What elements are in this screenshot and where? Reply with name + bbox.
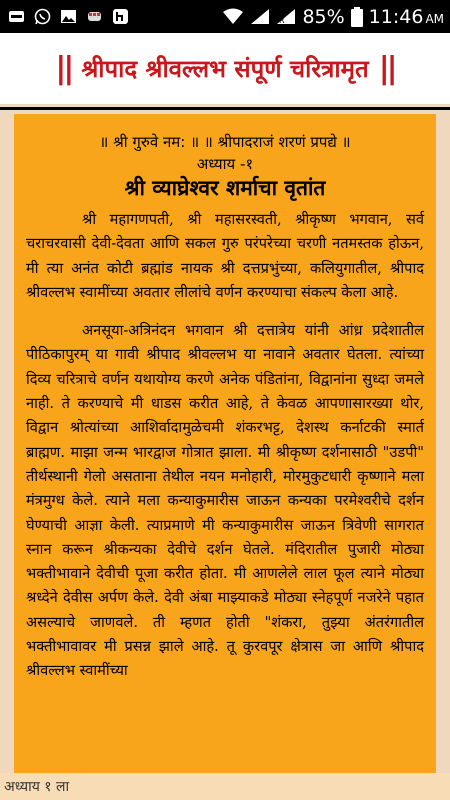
app-title-bar: [0, 33, 450, 107]
signal-icon: [250, 8, 270, 25]
footer-chapter-label: अध्याय १ ला: [4, 779, 70, 795]
chapter-title: श्री व्याघ्रेश्वर शर्माचा वृतांत: [124, 176, 326, 200]
nate-icon: [8, 8, 25, 25]
clock: [369, 6, 444, 28]
chapter-reader[interactable]: [0, 110, 450, 773]
battery-icon: [351, 8, 363, 25]
wifi-icon: [222, 8, 244, 25]
battery-percent: 85%: [302, 5, 345, 28]
fist-icon: [86, 8, 103, 25]
chapter-paragraph: अनसूया-अत्रिनंदन भगवान श्री दत्तात्रेय यांनी आंध्र प्रदेशातील पीठिकापुरम् या गावी श्रीपाद श्रीवल्लभ या नावाने अवतार घेतला. त्यांच्या दिव्य चरित्राचे वर्णन यथायोग्य करणे अनेक पंडितांना, विद्वानांना सुध्दा जमले नाही. ते करण्याचे मी धाडस करीत आहे, ते केवळ आपणासारख्या थोर, विद्वान श्रोत्यांच्या आशिर्वादामुळेचमी शंकरभट्ट, देशस्थ कर्नाटकी स्मार्त ब्राह्मण. माझा जन्म भारद्वाज गोत्रात झाला. मी श्रीकृष्ण दर्शनासाठी "उडपी" तीर्थस्थानी गेलो असताना तेथील नयन मनोहारी, मोरमुकुटधारी कृष्णाने मला मंत्रमुग्ध केले. त्याने मला कन्याकुमारीस जाऊन कन्यका परमेश्वरीचे दर्शन घेण्याची आज्ञा केली. त्याप्रमाणे मी कन्याकुमारीस जाऊन त्रिवेणी सागरात स्नान करून श्रीकन्यका देवीचे दर्शन घेतले. मंदिरातील पुजारी मोठ्या भक्तीभावाने देवीची पूजा करीत होता. मी आणलेले लाल फूल त्याने मोठ्या श्रध्देने देवीस अर्पण केले. देवी अंबा माझ्याकडे मोठ्या स्नेहपूर्ण नजरेने पहात असल्याचे जाणवले. ती म्हणत होती "शंकरा, तुझ्या अंतरंगातील भक्तीभावावर मी प्रसन्न झाले आहे. तू कुरवपूर क्षेत्रास जा आणि श्रीपाद श्रीवल्लभ स्वामींच्या: [26, 322, 424, 680]
whatsapp-icon: [34, 8, 51, 25]
app-title: श्रीपाद श्रीवल्लभ संपूर्ण चरित्रामृत: [81, 55, 369, 83]
chapter-footer[interactable]: [0, 773, 450, 800]
status-bar: [0, 0, 450, 33]
notification-icons: [0, 8, 129, 25]
hike-icon: [112, 8, 129, 25]
chapter-number: अध्याय -१: [196, 155, 254, 173]
title-right-mark: ||: [378, 51, 395, 86]
image-icon: [60, 8, 77, 25]
clock-ampm: AM: [425, 11, 444, 26]
chapter-invocation: ॥ श्री गुरुवे नम: ॥ ॥ श्रीपादराजं शरणं प्रपद्ये ॥: [99, 133, 351, 151]
svg-text:R: R: [279, 16, 285, 25]
clock-time: 11:46: [368, 5, 424, 28]
system-status: [222, 6, 450, 28]
signal-r-icon: [276, 8, 296, 25]
title-left-mark: ||: [55, 51, 72, 86]
chapter-paragraph: श्री महागणपती, श्री महासरस्वती, श्रीकृष्ण भगवान, सर्व चराचरवासी देवी-देवता आणि सकल गुरु परंपरेच्या चरणी नतमस्तक होऊन, मी त्या अनंत कोटी ब्रह्मांड नायक श्री दत्तप्रभुंच्या, कलियुगातील, श्रीपाद श्रीवल्लभ स्वामींच्या अवतार लीलांचे वर्णन करण्याचा संकल्प केला आहे.: [26, 211, 424, 301]
